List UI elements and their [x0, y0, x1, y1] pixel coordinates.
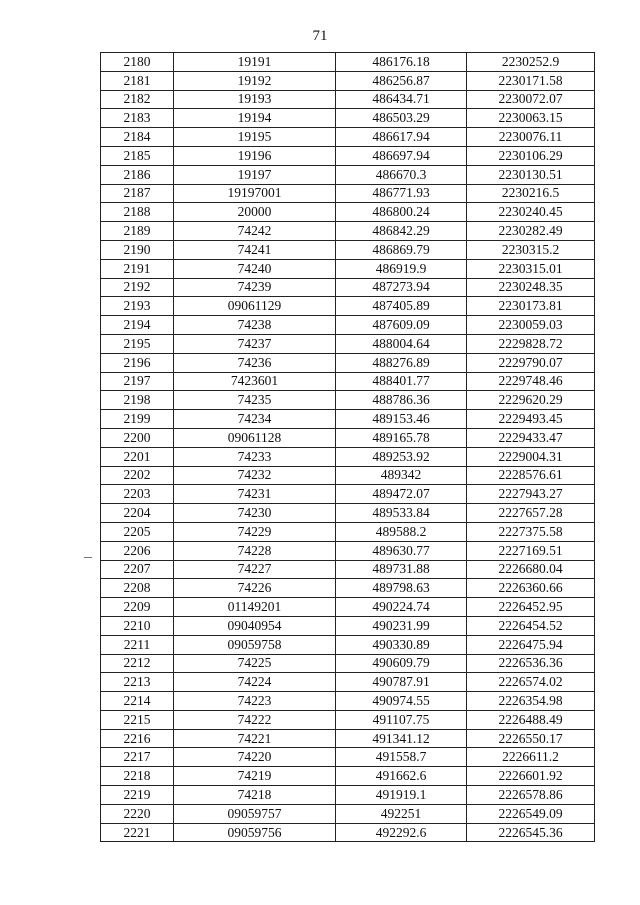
x-coordinate-cell: 490974.55 — [336, 692, 467, 711]
row-index-cell: 2207 — [101, 560, 174, 579]
point-id-cell: 74229 — [174, 522, 336, 541]
row-index-cell: 2220 — [101, 804, 174, 823]
x-coordinate-cell: 486256.87 — [336, 71, 467, 90]
row-index-cell: 2188 — [101, 203, 174, 222]
y-coordinate-cell: 2229433.47 — [467, 428, 595, 447]
row-index-cell: 2187 — [101, 184, 174, 203]
x-coordinate-cell: 486670.3 — [336, 165, 467, 184]
table-row — [101, 823, 595, 842]
y-coordinate-cell: 2230173.81 — [467, 297, 595, 316]
row-index-cell: 2182 — [101, 90, 174, 109]
table-row — [101, 90, 595, 109]
table-row — [101, 729, 595, 748]
y-coordinate-cell: 2230063.15 — [467, 109, 595, 128]
row-index-cell: 2200 — [101, 428, 174, 447]
point-id-cell: 74233 — [174, 447, 336, 466]
y-coordinate-cell: 2230240.45 — [467, 203, 595, 222]
y-coordinate-cell: 2230130.51 — [467, 165, 595, 184]
table-row — [101, 165, 595, 184]
x-coordinate-cell: 492292.6 — [336, 823, 467, 842]
row-index-cell: 2184 — [101, 128, 174, 147]
point-id-cell: 09061129 — [174, 297, 336, 316]
point-id-cell: 74236 — [174, 353, 336, 372]
y-coordinate-cell: 2229620.29 — [467, 391, 595, 410]
table-row — [101, 466, 595, 485]
point-id-cell: 74222 — [174, 710, 336, 729]
y-coordinate-cell: 2230315.01 — [467, 259, 595, 278]
y-coordinate-cell: 2227169.51 — [467, 541, 595, 560]
table-row — [101, 128, 595, 147]
y-coordinate-cell: 2230072.07 — [467, 90, 595, 109]
row-index-cell: 2196 — [101, 353, 174, 372]
point-id-cell: 74219 — [174, 767, 336, 786]
row-index-cell: 2185 — [101, 146, 174, 165]
x-coordinate-cell: 489731.88 — [336, 560, 467, 579]
x-coordinate-cell: 488276.89 — [336, 353, 467, 372]
y-coordinate-cell: 2226545.36 — [467, 823, 595, 842]
table-row — [101, 767, 595, 786]
y-coordinate-cell: 2230315.2 — [467, 240, 595, 259]
point-id-cell: 19191 — [174, 53, 336, 72]
table-row — [101, 748, 595, 767]
x-coordinate-cell: 486869.79 — [336, 240, 467, 259]
point-id-cell: 74240 — [174, 259, 336, 278]
point-id-cell: 74223 — [174, 692, 336, 711]
table-row — [101, 372, 595, 391]
table-row — [101, 146, 595, 165]
table-row — [101, 428, 595, 447]
row-index-cell: 2193 — [101, 297, 174, 316]
table-row — [101, 786, 595, 805]
table-row — [101, 71, 595, 90]
table-row — [101, 334, 595, 353]
point-id-cell: 74242 — [174, 222, 336, 241]
row-index-cell: 2198 — [101, 391, 174, 410]
point-id-cell: 19192 — [174, 71, 336, 90]
x-coordinate-cell: 486434.71 — [336, 90, 467, 109]
point-id-cell: 09059756 — [174, 823, 336, 842]
x-coordinate-cell: 486617.94 — [336, 128, 467, 147]
y-coordinate-cell: 2227657.28 — [467, 504, 595, 523]
row-index-cell: 2183 — [101, 109, 174, 128]
y-coordinate-cell: 2229790.07 — [467, 353, 595, 372]
y-coordinate-cell: 2230252.9 — [467, 53, 595, 72]
page-number: 71 — [312, 28, 328, 44]
x-coordinate-cell: 486800.24 — [336, 203, 467, 222]
point-id-cell: 74226 — [174, 579, 336, 598]
x-coordinate-cell: 491919.1 — [336, 786, 467, 805]
point-id-cell: 74227 — [174, 560, 336, 579]
x-coordinate-cell: 488401.77 — [336, 372, 467, 391]
table-row — [101, 53, 595, 72]
y-coordinate-cell: 2229828.72 — [467, 334, 595, 353]
x-coordinate-cell: 491107.75 — [336, 710, 467, 729]
y-coordinate-cell: 2229748.46 — [467, 372, 595, 391]
point-id-cell: 19197001 — [174, 184, 336, 203]
x-coordinate-cell: 487273.94 — [336, 278, 467, 297]
x-coordinate-cell: 490231.99 — [336, 616, 467, 635]
y-coordinate-cell: 2230059.03 — [467, 316, 595, 335]
row-index-cell: 2203 — [101, 485, 174, 504]
x-coordinate-cell: 489253.92 — [336, 447, 467, 466]
row-index-cell: 2212 — [101, 654, 174, 673]
point-id-cell: 74235 — [174, 391, 336, 410]
row-index-cell: 2191 — [101, 259, 174, 278]
point-id-cell: 09059757 — [174, 804, 336, 823]
x-coordinate-cell: 489153.46 — [336, 410, 467, 429]
x-coordinate-cell: 486503.29 — [336, 109, 467, 128]
point-id-cell: 74218 — [174, 786, 336, 805]
point-id-cell: 09040954 — [174, 616, 336, 635]
x-coordinate-cell: 489630.77 — [336, 541, 467, 560]
y-coordinate-cell: 2230171.58 — [467, 71, 595, 90]
table-row — [101, 616, 595, 635]
table-row — [101, 504, 595, 523]
table-row — [101, 353, 595, 372]
row-index-cell: 2216 — [101, 729, 174, 748]
table-row — [101, 259, 595, 278]
margin-mark — [84, 557, 92, 558]
x-coordinate-cell: 492251 — [336, 804, 467, 823]
point-id-cell: 19195 — [174, 128, 336, 147]
point-id-cell: 74228 — [174, 541, 336, 560]
x-coordinate-cell: 486697.94 — [336, 146, 467, 165]
y-coordinate-cell: 2226488.49 — [467, 710, 595, 729]
x-coordinate-cell: 491662.6 — [336, 767, 467, 786]
row-index-cell: 2218 — [101, 767, 174, 786]
point-id-cell: 74234 — [174, 410, 336, 429]
row-index-cell: 2194 — [101, 316, 174, 335]
x-coordinate-cell: 488004.64 — [336, 334, 467, 353]
point-id-cell: 19196 — [174, 146, 336, 165]
row-index-cell: 2221 — [101, 823, 174, 842]
point-id-cell: 74225 — [174, 654, 336, 673]
table-row — [101, 485, 595, 504]
row-index-cell: 2219 — [101, 786, 174, 805]
y-coordinate-cell: 2229493.45 — [467, 410, 595, 429]
table-row — [101, 240, 595, 259]
x-coordinate-cell: 487405.89 — [336, 297, 467, 316]
row-index-cell: 2211 — [101, 635, 174, 654]
point-id-cell: 74230 — [174, 504, 336, 523]
y-coordinate-cell: 2226454.52 — [467, 616, 595, 635]
row-index-cell: 2199 — [101, 410, 174, 429]
y-coordinate-cell: 2226549.09 — [467, 804, 595, 823]
x-coordinate-cell: 486176.18 — [336, 53, 467, 72]
point-id-cell: 74238 — [174, 316, 336, 335]
y-coordinate-cell: 2226601.92 — [467, 767, 595, 786]
table-row — [101, 203, 595, 222]
x-coordinate-cell: 486919.9 — [336, 259, 467, 278]
row-index-cell: 2204 — [101, 504, 174, 523]
row-index-cell: 2190 — [101, 240, 174, 259]
table-row — [101, 673, 595, 692]
row-index-cell: 2195 — [101, 334, 174, 353]
table-row — [101, 579, 595, 598]
x-coordinate-cell: 489472.07 — [336, 485, 467, 504]
row-index-cell: 2201 — [101, 447, 174, 466]
table-row — [101, 391, 595, 410]
x-coordinate-cell: 486771.93 — [336, 184, 467, 203]
point-id-cell: 74237 — [174, 334, 336, 353]
y-coordinate-cell: 2226452.95 — [467, 598, 595, 617]
row-index-cell: 2209 — [101, 598, 174, 617]
table-row — [101, 184, 595, 203]
table-row — [101, 635, 595, 654]
y-coordinate-cell: 2226574.02 — [467, 673, 595, 692]
table-row — [101, 278, 595, 297]
point-id-cell: 74231 — [174, 485, 336, 504]
y-coordinate-cell: 2230216.5 — [467, 184, 595, 203]
table-row — [101, 447, 595, 466]
table-row — [101, 654, 595, 673]
x-coordinate-cell: 487609.09 — [336, 316, 467, 335]
row-index-cell: 2202 — [101, 466, 174, 485]
y-coordinate-cell: 2227375.58 — [467, 522, 595, 541]
y-coordinate-cell: 2226550.17 — [467, 729, 595, 748]
row-index-cell: 2189 — [101, 222, 174, 241]
y-coordinate-cell: 2228576.61 — [467, 466, 595, 485]
row-index-cell: 2205 — [101, 522, 174, 541]
x-coordinate-cell: 486842.29 — [336, 222, 467, 241]
x-coordinate-cell: 488786.36 — [336, 391, 467, 410]
table-row — [101, 222, 595, 241]
table-row — [101, 522, 595, 541]
point-id-cell: 74232 — [174, 466, 336, 485]
point-id-cell: 74221 — [174, 729, 336, 748]
y-coordinate-cell: 2226536.36 — [467, 654, 595, 673]
y-coordinate-cell: 2230076.11 — [467, 128, 595, 147]
x-coordinate-cell: 489165.78 — [336, 428, 467, 447]
table-row — [101, 316, 595, 335]
table-body — [101, 53, 595, 842]
y-coordinate-cell: 2230248.35 — [467, 278, 595, 297]
table-row — [101, 541, 595, 560]
y-coordinate-cell: 2226354.98 — [467, 692, 595, 711]
row-index-cell: 2217 — [101, 748, 174, 767]
row-index-cell: 2206 — [101, 541, 174, 560]
table-row — [101, 560, 595, 579]
table-row — [101, 692, 595, 711]
point-id-cell: 74220 — [174, 748, 336, 767]
x-coordinate-cell: 491558.7 — [336, 748, 467, 767]
point-id-cell: 19193 — [174, 90, 336, 109]
y-coordinate-cell: 2230106.29 — [467, 146, 595, 165]
row-index-cell: 2181 — [101, 71, 174, 90]
table-row — [101, 109, 595, 128]
row-index-cell: 2215 — [101, 710, 174, 729]
x-coordinate-cell: 491341.12 — [336, 729, 467, 748]
y-coordinate-cell: 2226360.66 — [467, 579, 595, 598]
row-index-cell: 2208 — [101, 579, 174, 598]
point-id-cell: 19197 — [174, 165, 336, 184]
point-id-cell: 74239 — [174, 278, 336, 297]
x-coordinate-cell: 490609.79 — [336, 654, 467, 673]
x-coordinate-cell: 489588.2 — [336, 522, 467, 541]
point-id-cell: 7423601 — [174, 372, 336, 391]
row-index-cell: 2192 — [101, 278, 174, 297]
point-id-cell: 74241 — [174, 240, 336, 259]
y-coordinate-cell: 2229004.31 — [467, 447, 595, 466]
point-id-cell: 74224 — [174, 673, 336, 692]
y-coordinate-cell: 2226680.04 — [467, 560, 595, 579]
x-coordinate-cell: 490330.89 — [336, 635, 467, 654]
row-index-cell: 2180 — [101, 53, 174, 72]
x-coordinate-cell: 489798.63 — [336, 579, 467, 598]
table-row — [101, 410, 595, 429]
table-row — [101, 710, 595, 729]
y-coordinate-cell: 2226611.2 — [467, 748, 595, 767]
coordinates-table — [100, 52, 595, 842]
point-id-cell: 19194 — [174, 109, 336, 128]
row-index-cell: 2210 — [101, 616, 174, 635]
x-coordinate-cell: 489342 — [336, 466, 467, 485]
y-coordinate-cell: 2230282.49 — [467, 222, 595, 241]
point-id-cell: 01149201 — [174, 598, 336, 617]
y-coordinate-cell: 2227943.27 — [467, 485, 595, 504]
point-id-cell: 09061128 — [174, 428, 336, 447]
row-index-cell: 2186 — [101, 165, 174, 184]
x-coordinate-cell: 489533.84 — [336, 504, 467, 523]
y-coordinate-cell: 2226475.94 — [467, 635, 595, 654]
row-index-cell: 2197 — [101, 372, 174, 391]
point-id-cell: 09059758 — [174, 635, 336, 654]
y-coordinate-cell: 2226578.86 — [467, 786, 595, 805]
table-row — [101, 804, 595, 823]
table-row — [101, 598, 595, 617]
point-id-cell: 20000 — [174, 203, 336, 222]
row-index-cell: 2213 — [101, 673, 174, 692]
table-row — [101, 297, 595, 316]
row-index-cell: 2214 — [101, 692, 174, 711]
x-coordinate-cell: 490787.91 — [336, 673, 467, 692]
x-coordinate-cell: 490224.74 — [336, 598, 467, 617]
